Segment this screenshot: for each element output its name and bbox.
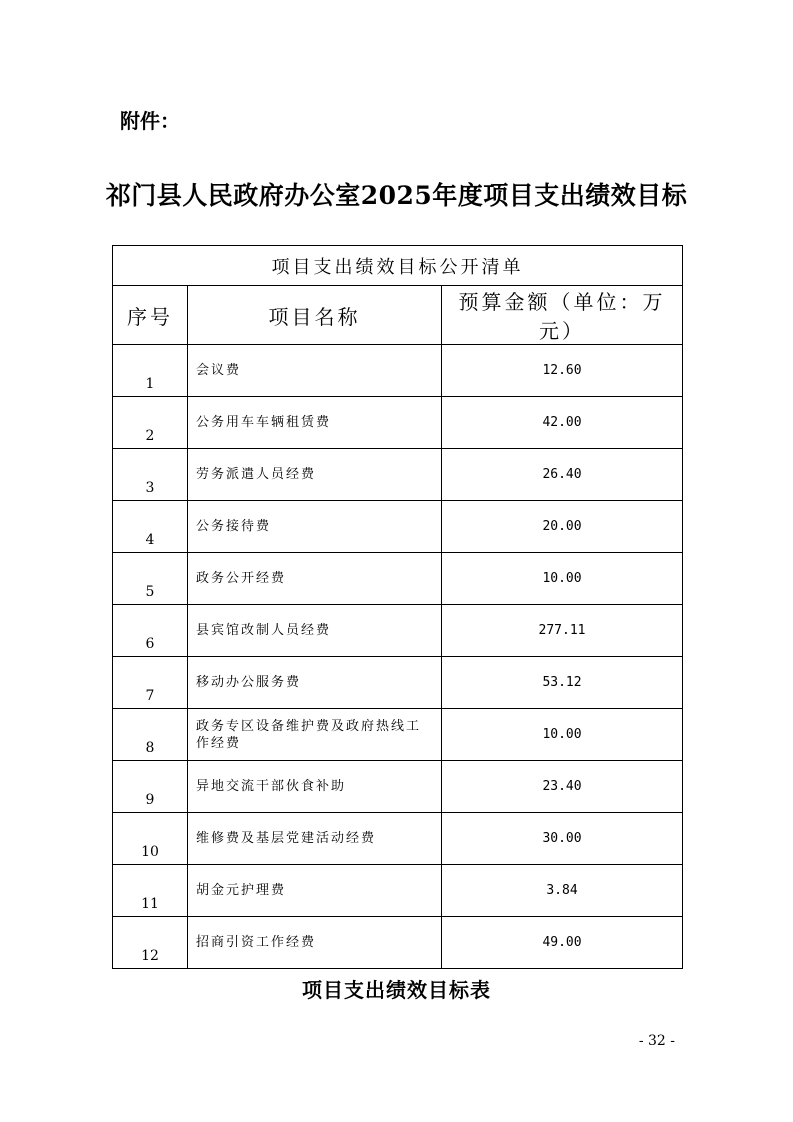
table-row [113,553,683,605]
row-budget-amount: 3.84 [442,865,683,917]
table-caption: 项目支出绩效目标公开清单 [113,246,683,286]
table-row [113,709,683,761]
row-budget-amount: 30.00 [442,813,683,865]
table-row [113,397,683,449]
budget-table [112,245,683,969]
row-budget-amount: 277.11 [442,605,683,657]
row-budget-amount: 49.00 [442,917,683,969]
row-budget-amount: 12.60 [442,345,683,397]
table-row [113,449,683,501]
row-index: 4 [113,501,188,553]
row-project-name: 异地交流干部伙食补助 [188,761,442,813]
row-project-name: 县宾馆改制人员经费 [188,605,442,657]
row-project-name: 招商引资工作经费 [188,917,442,969]
row-index: 10 [113,813,188,865]
row-budget-amount: 10.00 [442,709,683,761]
table-row [113,813,683,865]
row-budget-amount: 53.12 [442,657,683,709]
row-index: 9 [113,761,188,813]
row-index: 8 [113,709,188,761]
row-budget-amount: 42.00 [442,397,683,449]
row-index: 1 [113,345,188,397]
row-budget-amount: 26.40 [442,449,683,501]
row-index: 3 [113,449,188,501]
row-index: 6 [113,605,188,657]
table-row [113,657,683,709]
row-index: 11 [113,865,188,917]
header-budget-amount: 预算金额（单位：万元） [442,286,683,345]
row-project-name: 公务用车车辆租赁费 [188,397,442,449]
row-project-name: 劳务派遣人员经费 [188,449,442,501]
document-title: 祁门县人民政府办公室2025年度项目支出绩效目标 [105,181,688,210]
table-row [113,917,683,969]
table-row [113,865,683,917]
row-project-name: 会议费 [188,345,442,397]
table-row [113,605,683,657]
table-header-row [113,286,683,345]
attachment-label: 附件： [120,109,180,133]
section-title: 项目支出绩效目标表 [302,978,491,1002]
page-number: - 32 - [638,1033,675,1049]
table-row [113,761,683,813]
table-row [113,501,683,553]
header-index: 序号 [113,286,188,345]
row-index: 7 [113,657,188,709]
header-project-name: 项目名称 [188,286,442,345]
row-index: 2 [113,397,188,449]
row-project-name: 政务专区设备维护费及政府热线工作经费 [188,709,442,761]
row-budget-amount: 10.00 [442,553,683,605]
row-budget-amount: 20.00 [442,501,683,553]
row-budget-amount: 23.40 [442,761,683,813]
row-project-name: 政务公开经费 [188,553,442,605]
row-index: 12 [113,917,188,969]
row-project-name: 公务接待费 [188,501,442,553]
row-project-name: 胡金元护理费 [188,865,442,917]
row-project-name: 移动办公服务费 [188,657,442,709]
table-row [113,345,683,397]
row-index: 5 [113,553,188,605]
row-project-name: 维修费及基层党建活动经费 [188,813,442,865]
